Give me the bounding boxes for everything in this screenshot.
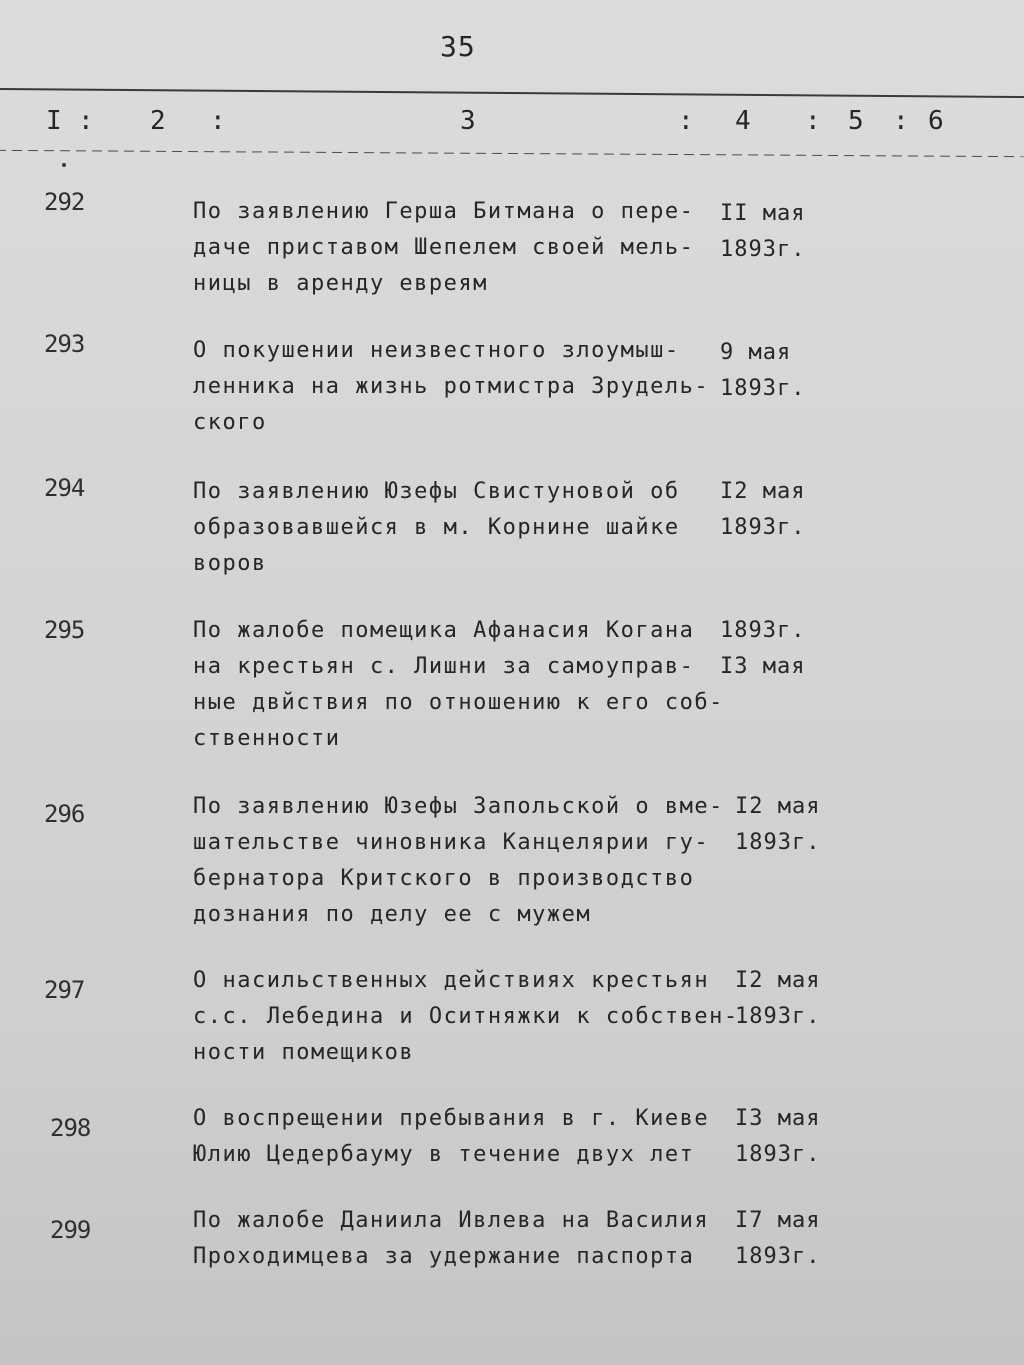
column-separator: : — [78, 106, 94, 136]
entry-line: Проходимцева за удержание паспорта — [193, 1244, 695, 1269]
entry-description — [193, 789, 724, 933]
entry-number: 292 — [44, 188, 85, 216]
entry-line: По жалобе Даниила Ивлева на Василия — [193, 1208, 710, 1233]
entry-date-line: 1893г. — [720, 515, 806, 540]
ink-mark — [62, 163, 66, 167]
entry-line: ственности — [193, 726, 341, 751]
entry-number: 295 — [44, 616, 85, 644]
entry-date-line: 1893г. — [720, 618, 806, 643]
column-header-6: 6 — [928, 106, 944, 136]
page-number: 35 — [440, 30, 476, 63]
entry-description — [193, 1203, 718, 1275]
column-separator: : — [805, 106, 821, 136]
entry-date-line: 1893г. — [735, 1142, 821, 1167]
column-header-2: 2 — [150, 106, 166, 136]
entry-line: ленника на жизнь ротмистра Зрудель- — [193, 374, 710, 399]
entry-date — [735, 1101, 820, 1173]
entry-date — [735, 789, 820, 861]
entry-line: на крестьян с. Лишни за самоуправ- — [193, 654, 695, 679]
entry-description — [193, 963, 739, 1071]
entry-line: ности помещиков — [193, 1040, 415, 1065]
entry-date — [735, 963, 820, 1035]
entry-line: По заявлению Юзефы Запольской о вме- — [193, 794, 724, 819]
entry-date-line: 1893г. — [720, 237, 806, 262]
entry-description — [193, 474, 718, 582]
entry-number: 298 — [50, 1114, 91, 1142]
header-rule-bottom — [0, 150, 1024, 157]
entry-line: бернатора Критского в производство — [193, 866, 695, 891]
entry-line: даче приставом Шепелем своей мель- — [193, 235, 695, 260]
column-separator: : — [893, 106, 909, 136]
entry-number: 293 — [44, 330, 85, 358]
column-separator: : — [678, 106, 694, 136]
entry-date — [720, 335, 805, 407]
entry-line: ницы в аренду евреям — [193, 271, 488, 296]
entry-line: образовавшейся в м. Корнине шайке — [193, 515, 680, 540]
entry-date-line: 1893г. — [735, 1244, 821, 1269]
entry-date-line: I3 мая — [720, 654, 806, 679]
entry-date-line: 1893г. — [735, 1004, 821, 1029]
column-header-3: 3 — [460, 106, 476, 136]
entry-line: О покушении неизвестного злоумыш- — [193, 338, 680, 363]
entry-date — [720, 474, 805, 546]
entry-line: дознания по делу ее с мужем — [193, 902, 592, 927]
entry-number: 299 — [50, 1216, 91, 1244]
entry-line: воров — [193, 551, 267, 576]
entry-line: шательстве чиновника Канцелярии гу- — [193, 830, 710, 855]
entry-number: 294 — [44, 474, 85, 502]
entry-date — [735, 1203, 820, 1275]
entry-line: По заявлению Юзефы Свистуновой об — [193, 479, 680, 504]
entry-line: О насильственных действиях крестьян — [193, 968, 710, 993]
entry-date-line: I2 мая — [735, 968, 821, 993]
entry-description — [193, 613, 724, 757]
entry-number: 296 — [44, 800, 85, 828]
entry-description — [193, 194, 718, 302]
entry-line: с.с. Лебедина и Оситняжки к собствен- — [193, 1004, 739, 1029]
entry-line: ные двйствия по отношению к его соб- — [193, 690, 724, 715]
entry-date-line: 1893г. — [735, 830, 821, 855]
column-separator: : — [210, 106, 226, 136]
entry-line: Юлию Цедербауму в течение двух лет — [193, 1142, 695, 1167]
entry-date-line: 1893г. — [720, 376, 806, 401]
entry-date-line: I2 мая — [720, 479, 806, 504]
entry-description — [193, 1101, 718, 1173]
header-rule-top — [0, 88, 1024, 98]
entry-line: По заявлению Герша Битмана о пере- — [193, 199, 695, 224]
column-header-1: I — [46, 106, 62, 136]
entry-date-line: I7 мая — [735, 1208, 821, 1233]
entry-date-line: 9 мая — [720, 340, 792, 365]
entry-date-line: I2 мая — [735, 794, 821, 819]
entry-number: 297 — [44, 976, 85, 1004]
entry-date — [720, 613, 805, 685]
entry-line: По жалобе помещика Афанасия Когана — [193, 618, 695, 643]
entry-date-line: I3 мая — [735, 1106, 821, 1131]
entry-date-line: II мая — [720, 201, 806, 226]
entry-line: ского — [193, 410, 267, 435]
column-header-5: 5 — [848, 106, 864, 136]
entry-date — [720, 196, 805, 268]
column-header-4: 4 — [735, 106, 751, 136]
entry-line: О воспрещении пребывания в г. Киеве — [193, 1106, 710, 1131]
entry-description — [193, 333, 718, 441]
